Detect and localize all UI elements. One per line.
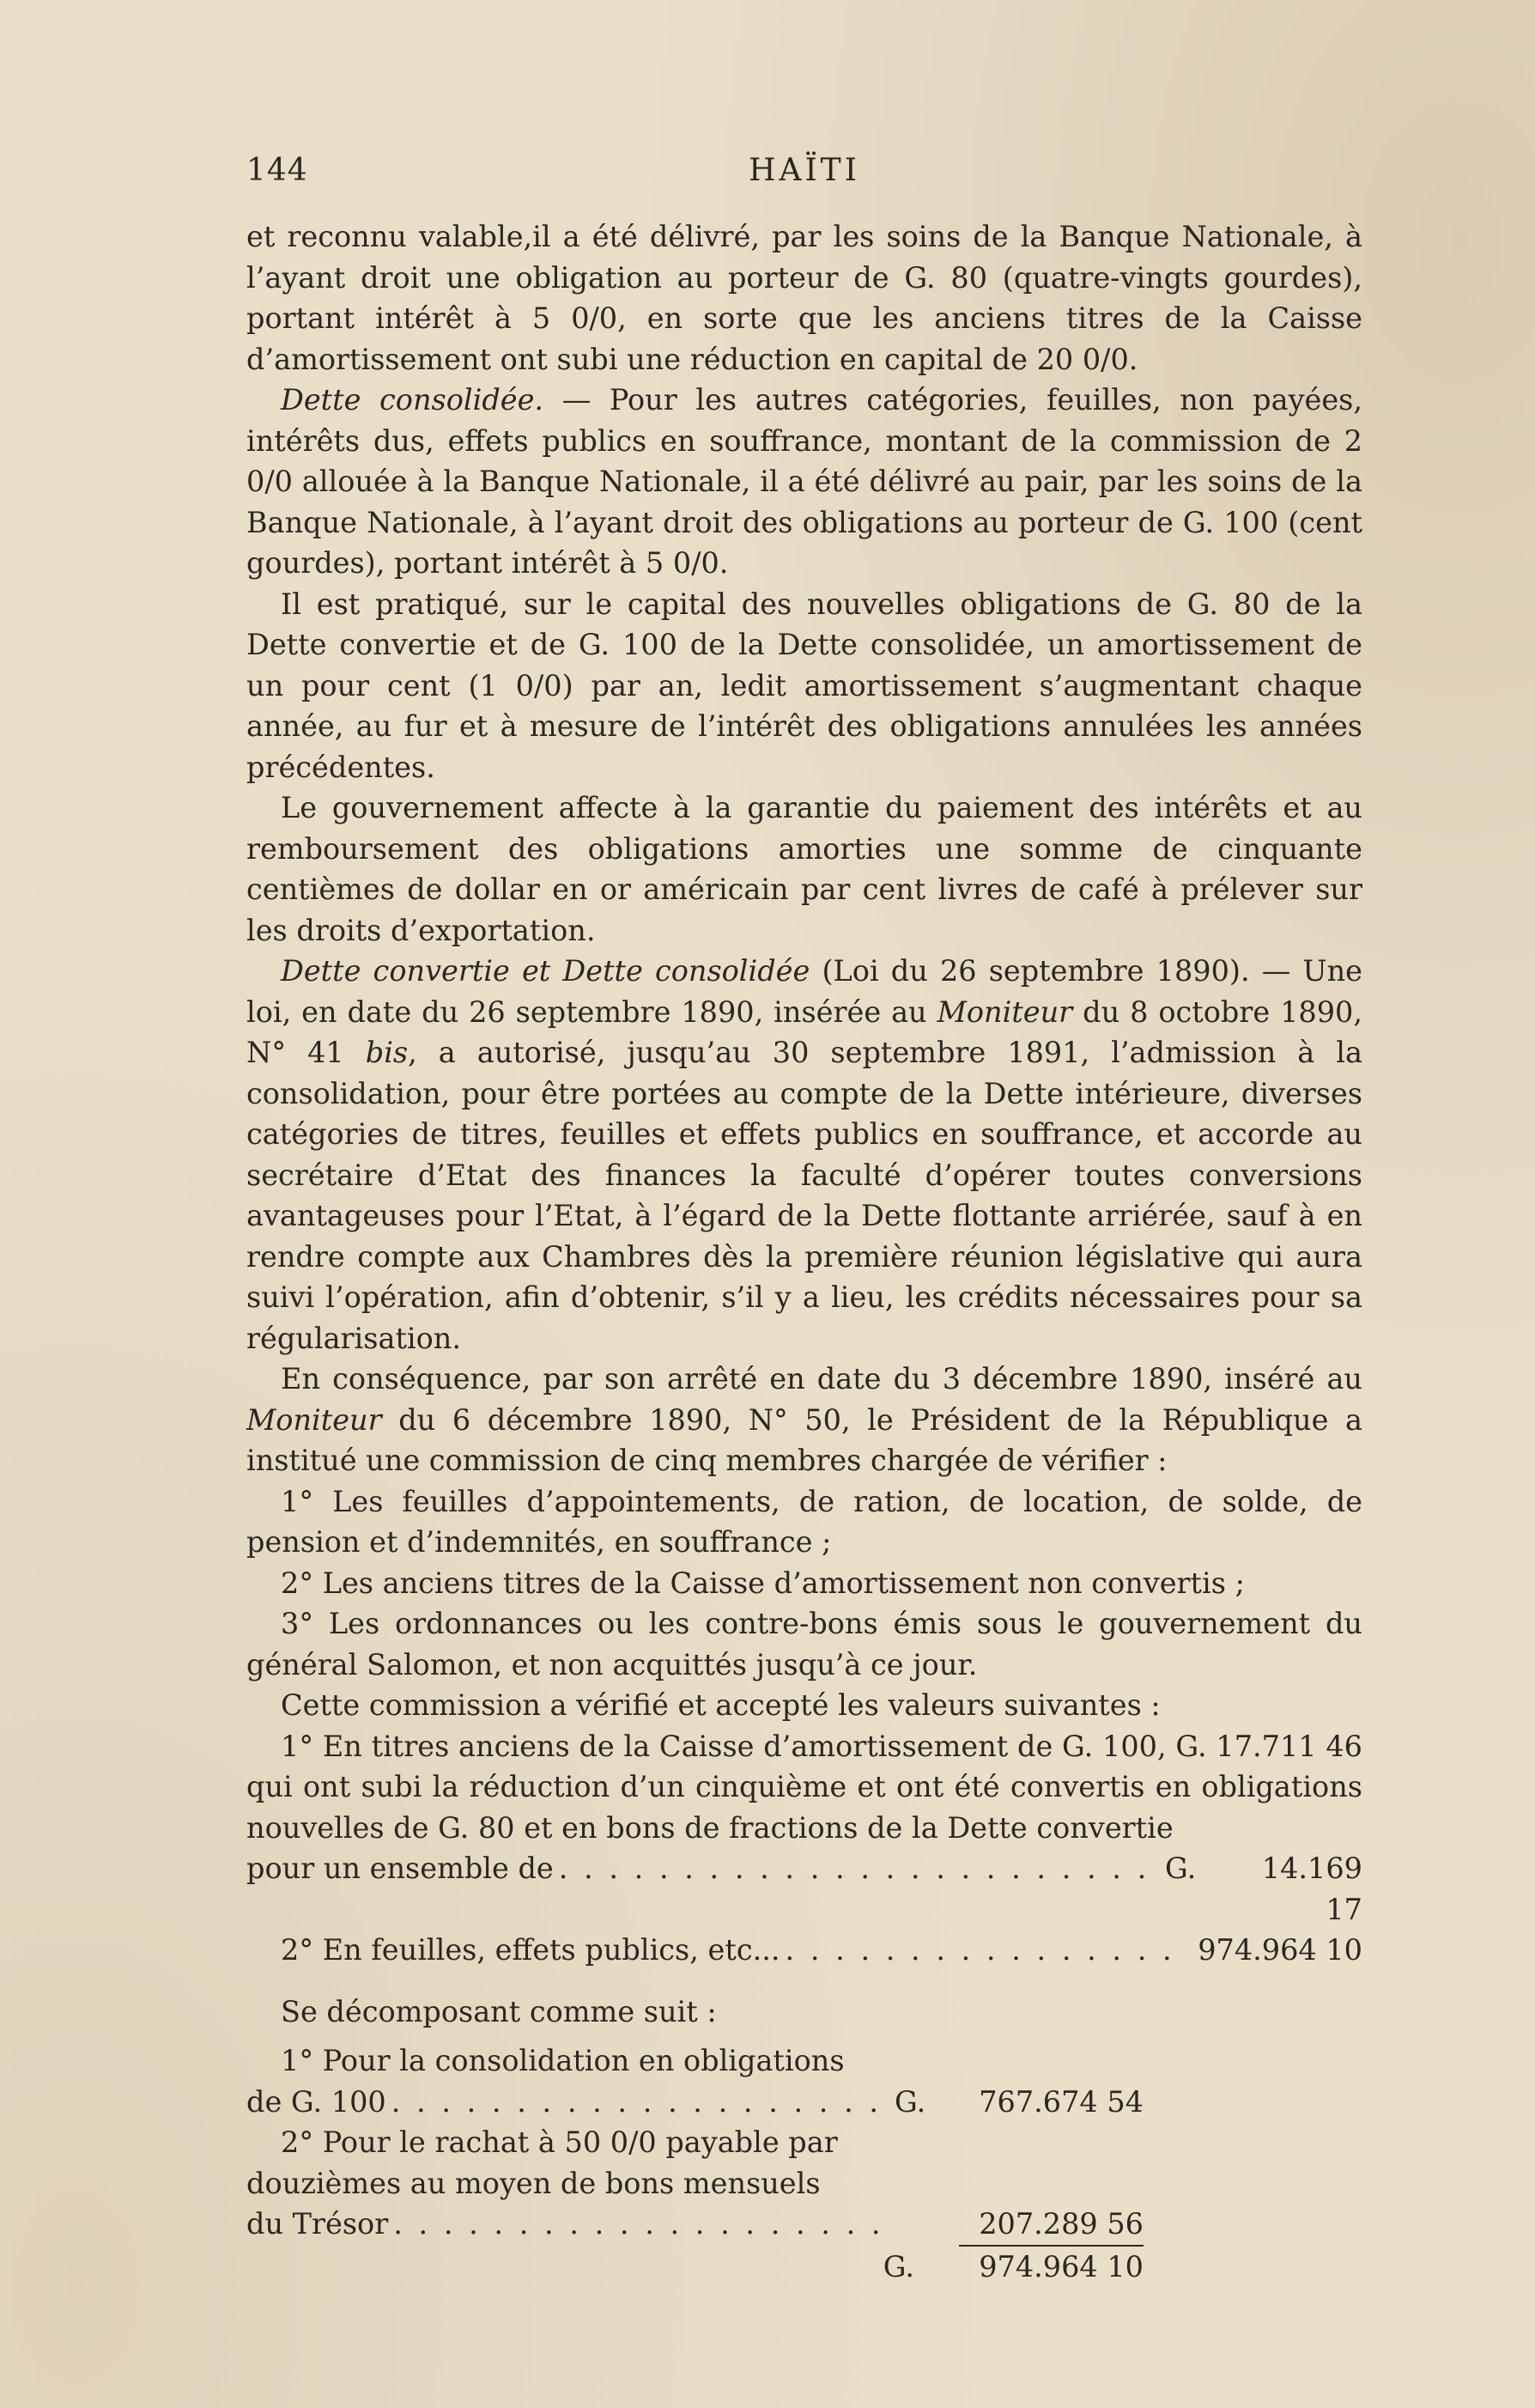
page-header [246,153,1362,204]
moniteur-ref: Moniteur [246,1402,382,1437]
list-item: 3° Les ordonnances ou les contre-bons émis sous le gouvernement du général Salomon, et non acquittés jusqu’à ce jour. [246,1607,1362,1681]
currency: G. [1165,1852,1197,1885]
breakdown-line: douzièmes au moyen de bons mensuels [246,2166,821,2200]
page-body [246,216,1362,2287]
value-item-text: 1° En titres anciens de la Caisse d’amortissement de G. 100, G. 17.711 46 qui ont subi la réduction d’un cinquième et ont été convertis en obligations nouvelles de G. 80 et en bons de fractions de la Dette convertie [246,1729,1362,1845]
page-number: 144 [246,153,308,188]
leader-dots [559,1848,1160,1889]
moniteur-ref: Moniteur [937,994,1073,1029]
breakdown-total [246,2247,1144,2288]
currency: G. [895,2084,926,2119]
paragraph-text: — Pour les autres catégories, feuilles, non payées, intérêts dus, effets publics en souffrance, montant de la commission de 2 0/0 allouée à la Banque Nationale, il a été délivré au pair, par les soins de la Banque Nationale, à l’ayant droit des obligations au porteur de G. 100 (cent gourdes), portant intérêt à 5 0/0. [246,383,1362,580]
paragraph-text: , a autorisé, jusqu’au 30 septembre 1891, l’admission à la consolidation, pour être portées au compte de la Dette intérieure, diverses catégories de titres, feuilles et effets publics en souffrance, et accorde au secrétaire d’Etat des finances la faculté d’opérer toutes conversions avantageuses pour l’Etat, à l’égard de la Dette flottante arriérée, sauf à en rendre compte aux Chambres dès la première réunion législative qui aura suivi l’opération, afin d’obtenir, s’il y a lieu, les crédits nécessaires pour sa régularisation. [246,1036,1362,1355]
breakdown-intro: Se décomposant comme suit : [281,1994,717,2028]
leader-dots [391,2082,889,2123]
list-item: 2° Les anciens titres de la Caisse d’amortissement non convertis ; [281,1566,1245,1600]
running-title: HAÏTI [749,153,860,188]
paragraph: Il est pratiqué, sur le capital des nouvelles obligations de G. 80 de la Dette convertie et de G. 100 de la Dette consolidée, un amortissement de un pour cent (1 0/0) par an, ledit amortissement s’augmentant chaque année, au fur et à mesure de l’intérêt des obligations annulées les années précédentes. [246,587,1362,784]
bis-ref: bis [365,1036,409,1069]
value-item-2 [246,1930,1362,1971]
value-item-total [246,1848,1362,1930]
amount: 974.964 10 [1198,1933,1362,1967]
section-title: Dette consolidée. [281,383,544,417]
lead-text: 2° En feuilles, effets publics, etc... [281,1933,780,1967]
amount: 14.169 17 [1261,1852,1362,1926]
lead-text: de G. 100 [246,2084,386,2119]
paragraph-arrete [246,1359,1362,1481]
amount: 767.674 54 [979,2084,1144,2119]
paragraph-text: du 6 décembre 1890, N° 50, le Président de la République a institué une commission de cinq membres chargée de vérifier : [246,1402,1362,1477]
amount: 207.289 56 [979,2207,1144,2241]
paragraph-dette-convertie [246,951,1362,1359]
breakdown-row [246,2082,1144,2123]
leader-dots [786,1930,1186,1971]
section-title: Dette convertie et Dette consolidée [281,954,810,988]
paragraph-dette-consolidee [246,380,1362,584]
list-item: 1° Les feuilles d’appointements, de ration, de location, de solde, de pension et d’indemnités, en souffrance ; [246,1484,1362,1559]
breakdown-line: 2° Pour le rachat à 50 0/0 payable par [281,2125,838,2159]
paragraph: et reconnu valable,il a été délivré, par les soins de la Banque Nationale, à l’ayant droit une obligation au porteur de G. 80 (quatre-vingts gourdes), portant intérêt à 5 0/0, en sorte que les anciens titres de la Caisse d’amortissement ont subi une réduction en capital de 20 0/0. [246,220,1362,376]
currency: G. [883,2249,914,2283]
paragraph-text: du 8 octobre 1890, N° 41 [246,994,1362,1069]
paragraph-text: En conséquence, par son arrêté en date du 3 décembre 1890, inséré au [281,1362,1362,1396]
paragraph: Le gouvernement affecte à la garantie du paiement des intérêts et au remboursement des obligations amorties une somme de cinquante centièmes de dollar en or américain par cent livres de café à prélever sur les droits d’exportation. [246,791,1362,947]
paragraph: Cette commission a vérifié et accepté les valeurs suivantes : [281,1688,1161,1722]
breakdown-line: 1° Pour la consolidation en obligations [281,2044,845,2077]
breakdown-table [246,2040,1144,2287]
total-amount: 974.964 10 [979,2249,1144,2283]
paragraph-text: (Loi du 26 septembre 1890). — Une loi, en date du 26 septembre 1890, insérée au [246,954,1362,1029]
lead-text: du Trésor [246,2207,389,2241]
leader-dots [393,2204,889,2245]
breakdown-row [246,2204,1144,2245]
lead-text: pour un ensemble de [246,1852,554,1885]
